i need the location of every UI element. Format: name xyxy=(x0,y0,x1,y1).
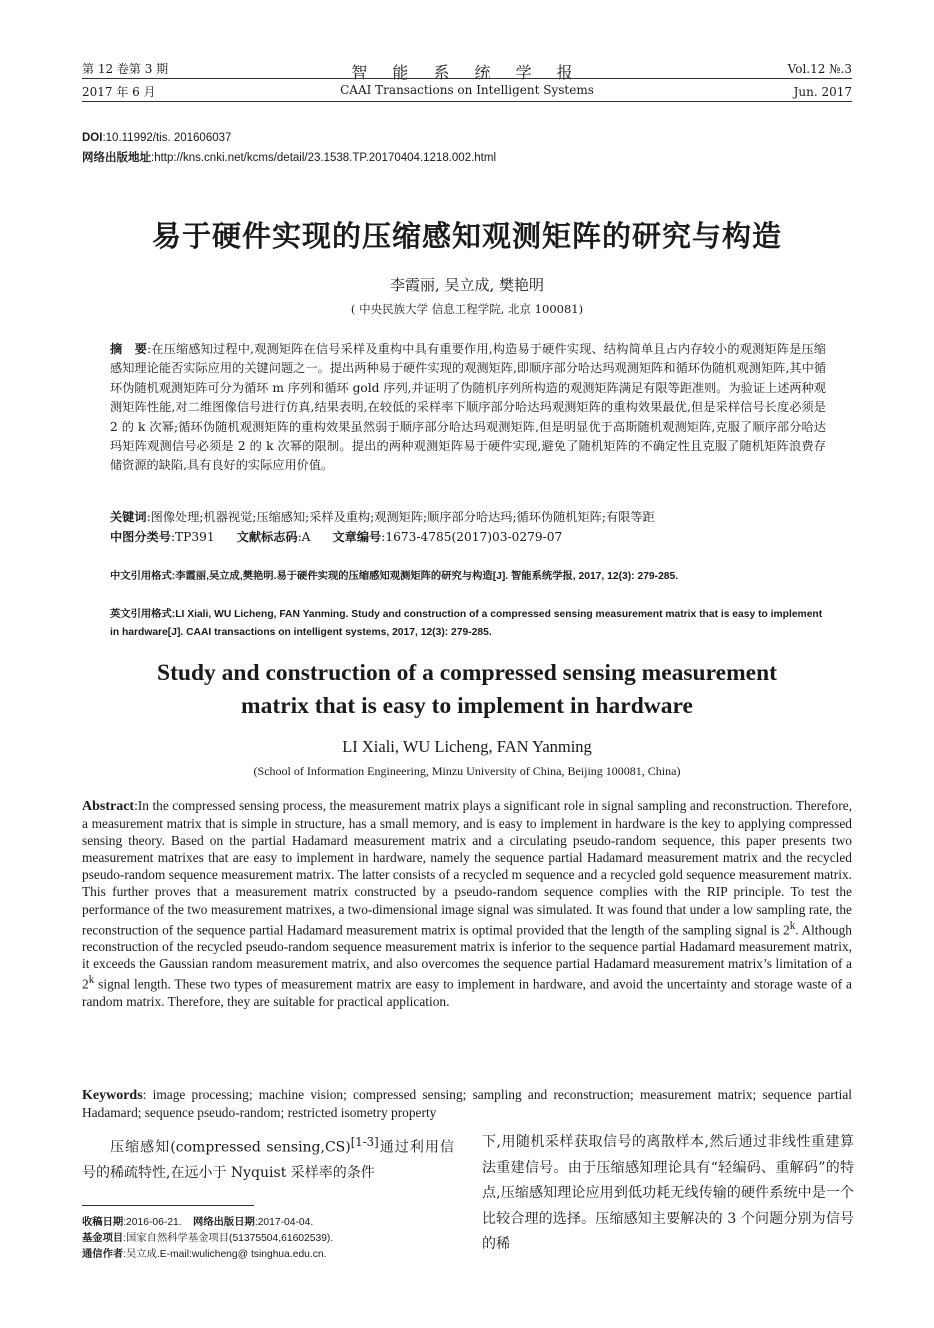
url-label: 网络出版地址 xyxy=(82,152,151,164)
online-value: :2017-04-04. xyxy=(254,1217,314,1228)
abstract-en-sup-2: k xyxy=(88,974,95,987)
body-column-left xyxy=(82,1130,454,1187)
article-no-value: :1673-4785(2017)03-0279-07 xyxy=(381,530,563,544)
abstract-cn xyxy=(110,340,826,476)
journal-name-cn: 智 能 系 统 学 报 xyxy=(351,63,583,82)
corresponding-author-label: 通信作者 xyxy=(82,1249,124,1260)
affiliation-cn: ( 中央民族大学 信息工程学院, 北京 100081) xyxy=(350,302,584,316)
date-en: Jun. 2017 xyxy=(793,85,852,99)
footnote-dates xyxy=(82,1215,462,1231)
body-left-part-1: 压缩感知(compressed sensing,CS) xyxy=(110,1139,351,1156)
doi-block xyxy=(82,128,496,168)
abstract-en-part-1: :In the compressed sensing process, the measurement matrix plays a significant role in signal sampling and reconstruction. Therefore, a measurement matrix that is simple in structure, has a small memory, and is easy to implement in hardware is the key to applying compressed sensing theory. Based on the partial Hadamard measurement matrix and a circulating pseudo-random sequence, this paper presents two measurement matrixes that are easy to implement in hardware, namely the sequence partial Hadamard measurement matrix and the recycled pseudo-random sequence measurement matrix. The latter consists of a recycled m sequence and a recycled gold sequence measurement matrix. This further proves that a measurement matrix constructed by a pseudo-random sequence complies with the RIP principle. To test the performance of the two measurement matrixes, a two-dimensional image signal was simulated. It was found that under a low sampling rate, the reconstruction of the sequence partial Hadamard measurement matrix is optimal provided that the length of the sampling signal is 2 xyxy=(82,798,852,938)
authors-cn: 李霞丽, 吴立成, 樊艳明 xyxy=(389,276,545,294)
body-paragraph-left xyxy=(82,1130,454,1187)
class-label: 中图分类号 xyxy=(110,530,171,544)
received-value: :2016-06-21. xyxy=(123,1217,182,1228)
citation-cn: 中文引用格式:李霞丽,吴立成,樊艳明.易于硬件实现的压缩感知观测矩阵的研究与构造[J]. 智能系统学报, 2017, 12(3): 279-285. xyxy=(110,571,679,582)
doi-value: :10.11992/tis. 201606037 xyxy=(102,132,232,144)
body-left-part-2: 通过利用信号的稀疏特性,在远小于 Nyquist 采样率的条件 xyxy=(82,1139,455,1182)
fund-label: 基金项目 xyxy=(82,1233,124,1244)
class-value: :TP391 xyxy=(170,530,215,544)
keywords-cn-text: :图像处理;机器视觉;压缩感知;采样及重构;观测矩阵;顺序部分哈达玛;循环伪随机矩阵;有限等距 xyxy=(146,510,655,524)
reference-marker[interactable]: [1-3] xyxy=(350,1135,379,1149)
header-rule-1 xyxy=(82,78,852,79)
abstract-en xyxy=(82,797,852,1010)
title-cn: 易于硬件实现的压缩感知观测矩阵的研究与构造 xyxy=(151,219,782,253)
volume-cn: 第 12 卷第 3 期 xyxy=(82,62,169,76)
authors-en: LI Xiali, WU Licheng, FAN Yanming xyxy=(342,737,592,756)
header-row-2 xyxy=(82,83,852,100)
keywords-cn-label: 关键词 xyxy=(110,510,147,524)
corresponding-author-value: :吴立成.E-mail:wulicheng@ tsinghua.edu.cn. xyxy=(123,1249,327,1260)
footnote-author xyxy=(82,1247,462,1263)
journal-name-en: CAAI Transactions on Intelligent Systems xyxy=(340,83,594,97)
header-rule-2 xyxy=(82,101,852,102)
doc-code-label: 文献标志码 xyxy=(236,530,298,544)
keywords-en xyxy=(82,1086,852,1121)
abstract-cn-label: 摘 要 xyxy=(110,342,148,356)
keywords-cn xyxy=(110,508,826,527)
classification-line xyxy=(110,528,826,547)
date-cn: 2017 年 6 月 xyxy=(82,85,156,99)
keywords-en-text: : image processing; machine vision; compressed sensing; sampling and reconstruction; measurement matrix; sequence partial Hadamard; sequence pseudo-random; restricted isometry property xyxy=(82,1087,852,1121)
doi-label: DOI xyxy=(82,132,103,144)
url-line xyxy=(82,148,496,168)
citation-en: 英文引用格式:LI Xiali, WU Licheng, FAN Yanming. Study and construction of a compressed sensing measurement matrix that is easy to implement in hardware[J]. CAAI transactions on intelligent systems, 2017, 12(3): 279-285. xyxy=(110,609,823,638)
fund-value: :国家自然科学基金项目(51375504,61602539). xyxy=(123,1233,334,1244)
title-en-line-2: matrix that is easy to implement in hardware xyxy=(241,693,693,719)
online-label: 网络出版日期 xyxy=(193,1217,255,1228)
body-column-right xyxy=(482,1130,854,1258)
title-en xyxy=(80,657,854,723)
doc-code-value: :A xyxy=(297,530,311,544)
header-row-1 xyxy=(82,60,852,82)
article-no-label: 文章编号 xyxy=(332,530,382,544)
abstract-en-sup-1: k xyxy=(789,919,796,932)
keywords-en-label: Keywords xyxy=(82,1088,143,1103)
abstract-en-part-3: signal length. These two types of measurement matrix are easy to implement in hardware, and avoid the uncertainty and storage waste of a random matrix. Therefore, they are suitable for practical application. xyxy=(82,976,852,1009)
abstract-en-part-2: . Although reconstruction of the recycled pseudo-random sequence measurement matrix is inferior to the sequence partial Hadamard measurement matrix, it exceeds the Gaussian random measurement matrix, and also overcomes the sequence partial Hadamard measurement matrix’s limitation of a 2 xyxy=(82,922,853,992)
footnote-rule xyxy=(82,1205,254,1206)
footnote-block xyxy=(82,1215,462,1263)
doi-line xyxy=(82,128,496,148)
body-paragraph-right: 下,用随机采样获取信号的离散样本,然后通过非线性重建算法重建信号。由于压缩感知理论具有“轻编码、重解码”的特点,压缩感知理论应用到低功耗无线传输的硬件系统中是一个比较合理的选择。压缩感知主要解决的 3 个问题分别为信号的稀 xyxy=(482,1134,854,1252)
volume-en: Vol.12 №.3 xyxy=(787,62,852,76)
abstract-en-label: Abstract xyxy=(82,799,135,814)
abstract-cn-text: :在压缩感知过程中,观测矩阵在信号采样及重构中具有重要作用,构造易于硬件实现、结构简单且占内存较小的观测矩阵是压缩感知理论能否实际应用的关键问题之一。提出两种易于硬件实现的观测矩阵,即顺序部分哈达玛观测矩阵和循环伪随机观测矩阵,其中循环伪随机观测矩阵可分为循环 m 序列和循环 gold 序列,并证明了伪随机序列所构造的观测矩阵满足有限等距准则。为验证上述两种观测矩阵性能,对二维图像信号进行仿真,结果表明,在较低的采样率下顺序部分哈达玛观测矩阵的重构效果最优,但是采样信号长度必须是 2 的 k 次幂;循环伪随机观测矩阵的重构效果虽然弱于顺序部分哈达玛观测矩阵,但是明显优于高斯随机观测矩阵,克服了顺序部分哈达玛矩阵观测信号必须是 2 的 k 次幂的限制。提出的两种观测矩阵易于硬件实现,避免了随机矩阵的不确定性且克服了随机矩阵浪费存储资源的缺陷,具有良好的实际应用价值。 xyxy=(110,342,826,473)
received-label: 收稿日期 xyxy=(82,1217,124,1228)
footnote-fund xyxy=(82,1231,462,1247)
affiliation-en: (School of Information Engineering, Minzu University of China, Beijing 100081, China) xyxy=(253,764,681,778)
title-en-line-1: Study and construction of a compressed sensing measurement xyxy=(157,660,777,686)
url-link[interactable]: :http://kns.cnki.net/kcms/detail/23.1538.TP.20170404.1218.002.html xyxy=(151,152,497,164)
